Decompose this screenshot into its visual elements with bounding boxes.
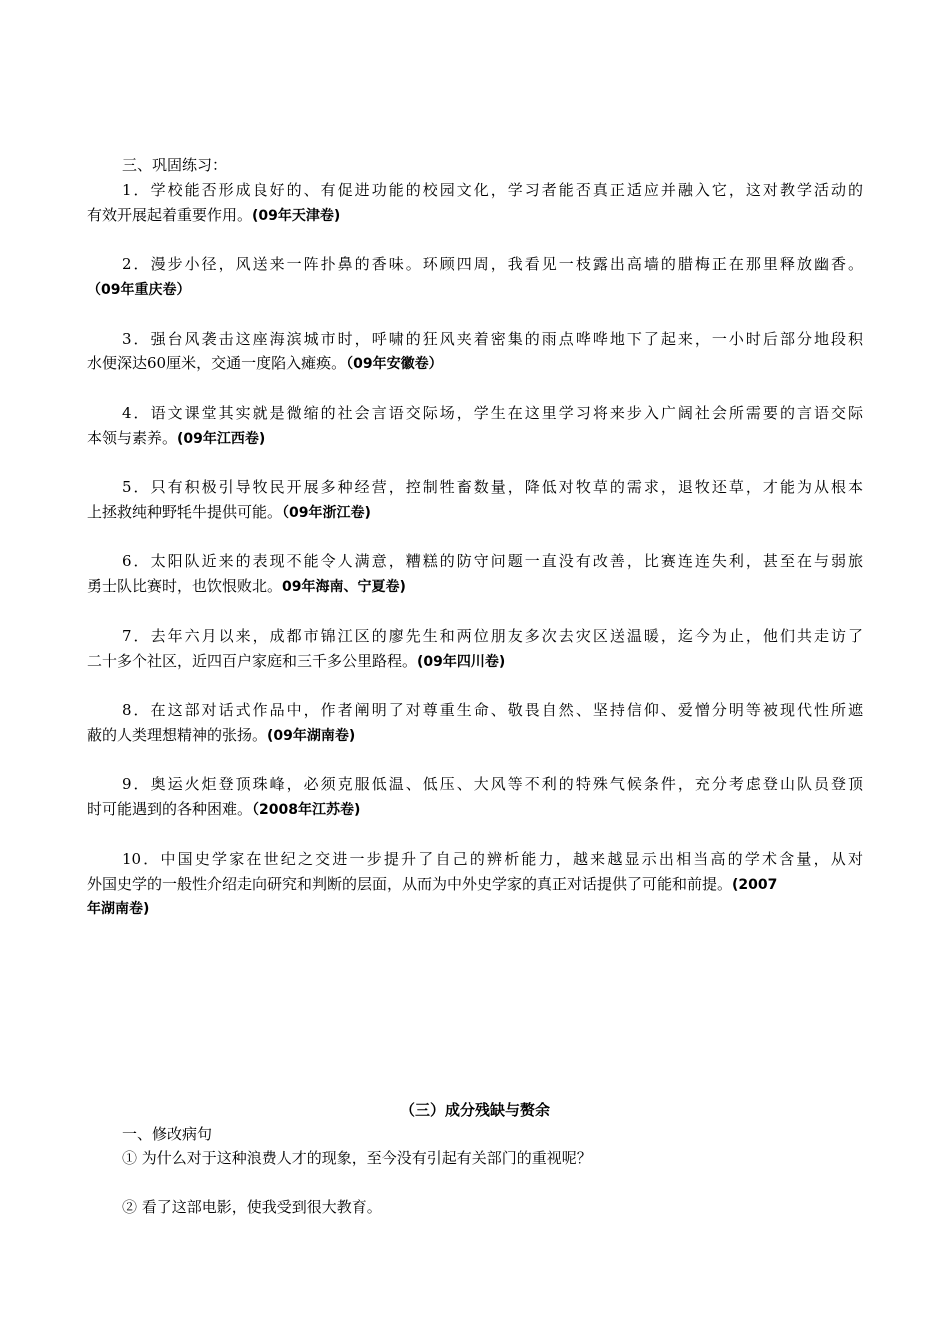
exercise-8-line-1: 8．在这部对话式作品中，作者阐明了对尊重生命、敬畏自然、坚持信仰、爱憎分明等被现代性所遮 [122, 701, 863, 719]
exercise-10-line-1: 10．中国史学家在世纪之交进一步提升了自己的辨析能力，越来越显示出相当高的学术含量，从对 [122, 850, 863, 868]
exercise-3-text: 水便深达60厘米，交通一度陷入瘫痪。 [87, 354, 347, 372]
exercise-1-line-2 [87, 205, 863, 226]
section-subtitle: 一、修改病句 [122, 1125, 213, 1143]
exercise-3-line-2 [87, 353, 863, 374]
exercise-9-line-2 [87, 799, 863, 820]
exercise-6-line-1: 6．太阳队近来的表现不能令人满意，糟糕的防守问题一直没有改善，比赛连连失利，甚至在与弱旅 [122, 552, 863, 570]
exercise-6-text: 勇士队比赛时，也饮恨败北。 [87, 577, 283, 595]
section-heading: （三）成分残缺与赘余 [399, 1101, 550, 1119]
exercise-3-source: （09年安徽卷） [346, 356, 443, 372]
exercise-6-source: 09年海南、宁夏卷) [282, 579, 406, 595]
exercise-2-line-2 [87, 279, 863, 300]
exercise-5-source: （09年浙江卷) [282, 505, 371, 521]
exercise-4-line-2 [87, 428, 863, 449]
exercise-6-line-2 [87, 576, 863, 597]
exercise-4-text: 本领与素养。 [87, 429, 178, 447]
exercise-5-line-1: 5．只有积极引导牧民开展多种经营，控制牲畜数量，降低对牧草的需求，退牧还草，才能为从根本 [122, 478, 863, 496]
exercise-9-line-1: 9．奥运火炬登顶珠峰，必须克服低温、低压、大风等不利的特殊气候条件，充分考虑登山队员登顶 [122, 775, 863, 793]
exercise-10-text: 外国史学的一般性介绍走向研究和判断的层面，从而为中外史学家的真正对话提供了可能和前提。 [87, 875, 733, 893]
exercise-2-source: （09年重庆卷） [87, 282, 191, 298]
exercise-4-line-1: 4．语文课堂其实就是微缩的社会言语交际场，学生在这里学习将来步入广阔社会所需要的言语交际 [122, 404, 863, 422]
question-1: ① 为什么对于这种浪费人才的现象，至今没有引起有关部门的重视呢？ [122, 1149, 592, 1167]
exercise-8-line-2 [87, 725, 863, 746]
exercise-10-line-3 [87, 898, 863, 919]
exercise-7-source: (09年四川卷) [417, 654, 506, 670]
exercise-1-source: (09年天津卷) [252, 208, 341, 224]
exercise-7-line-2 [87, 651, 863, 672]
exercise-3-line-1: 3．强台风袭击这座海滨城市时，呼啸的狂风夹着密集的雨点哗哗地下了起来，一小时后部分地段积 [122, 330, 863, 348]
exercise-10-line-2 [87, 874, 863, 895]
exercise-4-source: (09年江西卷) [177, 431, 266, 447]
exercise-8-source: (09年湖南卷) [267, 728, 356, 744]
exercise-9-source: （2008年江苏卷) [252, 802, 361, 818]
exercise-5-line-2 [87, 502, 863, 523]
exercise-10-source-part-2: 年湖南卷) [87, 901, 150, 917]
exercise-5-text: 上拯救纯种野牦牛提供可能。 [87, 503, 283, 521]
exercise-1-line-1: 1．学校能否形成良好的、有促进功能的校园文化，学习者能否真正适应并融入它，这对教学活动的 [122, 181, 863, 199]
exercise-10-source-part-1: (2007 [732, 877, 778, 893]
exercise-9-text: 时可能遇到的各种困难。 [87, 800, 253, 818]
question-2: ② 看了这部电影，使我受到很大教育。 [122, 1198, 382, 1216]
exercise-7-line-1: 7．去年六月以来，成都市锦江区的廖先生和两位朋友多次去灾区送温暖，迄今为止，他们共走访了 [122, 627, 863, 645]
section-title: 三、巩固练习： [122, 156, 228, 174]
exercise-2-line-1: 2．漫步小径，风送来一阵扑鼻的香味。环顾四周，我看见一枝露出高墙的腊梅正在那里释放幽香。 [122, 255, 863, 273]
exercise-7-text: 二十多个社区，近四百户家庭和三千多公里路程。 [87, 652, 418, 670]
exercise-1-text: 有效开展起着重要作用。 [87, 206, 253, 224]
exercise-8-text: 蔽的人类理想精神的张扬。 [87, 726, 268, 744]
